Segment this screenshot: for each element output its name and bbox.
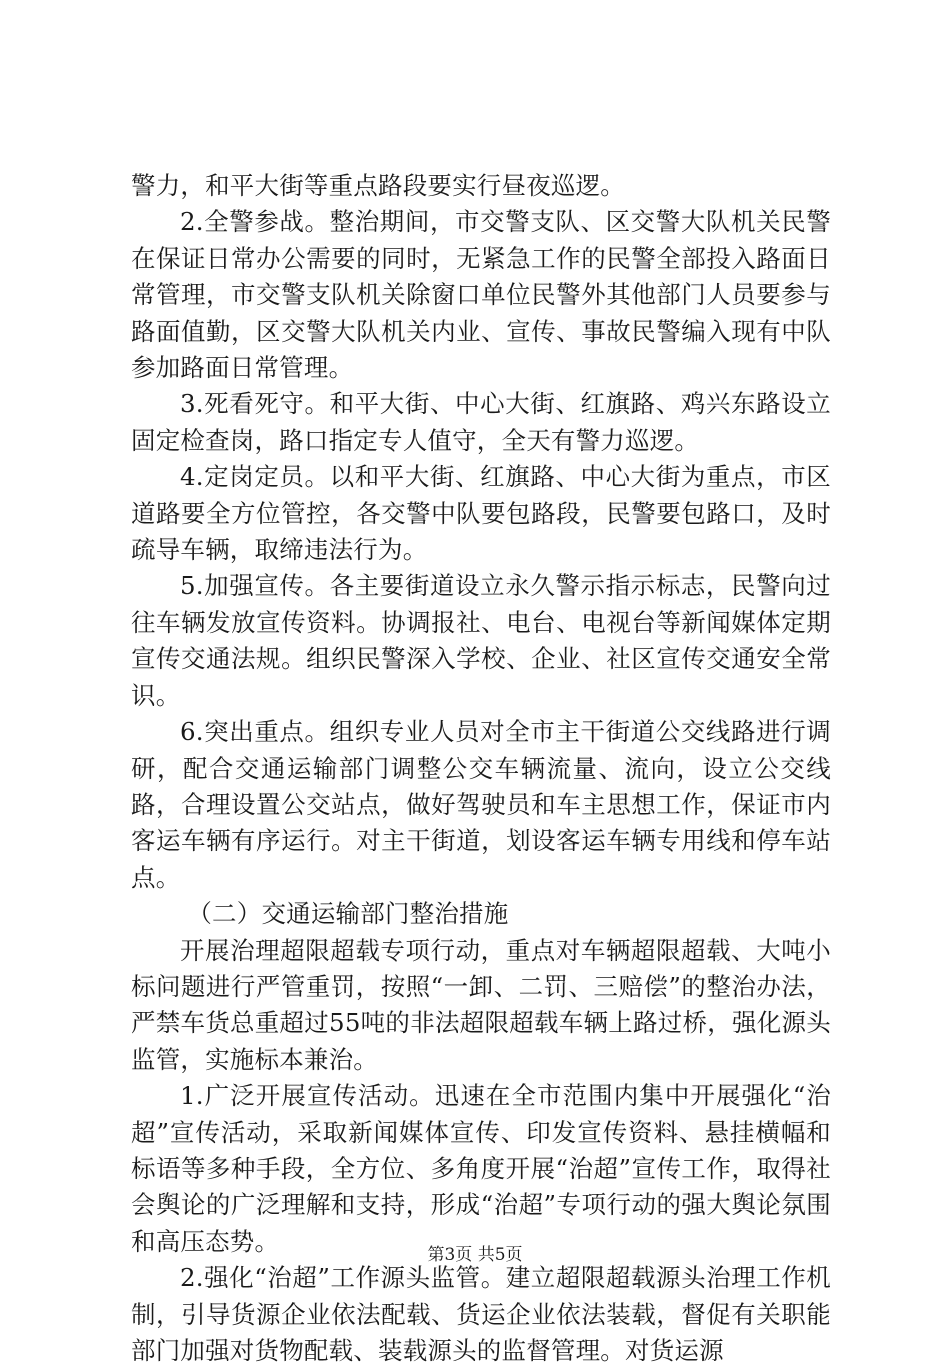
section-heading-transport: （二）交通运输部门整治措施 <box>187 899 509 929</box>
paragraph-full-deployment: 2.全警参战。整治期间，市交警支队、区交警大队机关民警在保证日常办公需要的同时，无紧急工作的民警全部投入路面日常管理，市交警支队机关除窗口单位民警外其他部门人员要参与路面值勤，区交警大队机关内业、宣传、事故民警编入现有中队参加路面日常管理。 <box>131 207 831 383</box>
paragraph-fixed-posts: 4.定岗定员。以和平大街、红旗路、中心大街为重点，市区道路要全方位管控，各交警中队要包路段，民警要包路口，及时疏导车辆，取缔违法行为。 <box>131 462 831 565</box>
paragraph-key-focus: 6.突出重点。组织专业人员对全市主干街道公交线路进行调研，配合交通运输部门调整公交车辆流量、流向，设立公交线路，合理设置公交站点，做好驾驶员和车主思想工作，保证市内客运车辆有序运行。对主干街道，划设客运车辆专用线和停车站点。 <box>131 717 831 892</box>
paragraph-fixed-guard: 3.死看死守。和平大街、中心大街、红旗路、鸡兴东路设立固定检查岗，路口指定专人值守，全天有警力巡逻。 <box>131 389 831 455</box>
paragraph-source-supervision: 2.强化“治超”工作源头监管。建立超限超载源头治理工作机制，引导货源企业依法配载、货运企业依法装载，督促有关职能部门加强对货物配载、装载源头的监督管理。对货运源 <box>131 1263 831 1365</box>
document-body <box>131 168 831 1369</box>
paragraph-overload-action: 开展治理超限超载专项行动，重点对车辆超限超载、大吨小标问题进行严管重罚，按照“一卸、二罚、三赔偿”的整治办法，严禁车货总重超过55吨的非法超限超载车辆上路过桥，强化源头监管，实施标本兼治。 <box>131 935 831 1074</box>
paragraph-continuation: 警力，和平大街等重点路段要实行昼夜巡逻。 <box>131 171 625 200</box>
paragraph-publicity-campaign: 1.广泛开展宣传活动。迅速在全市范围内集中开展强化“治超”宣传活动，采取新闻媒体宣传、印发宣传资料、悬挂横幅和标语等多种手段，全方位、多角度开展“治超”宣传工作，取得社会舆论的广泛理解和支持，形成“治超”专项行动的强大舆论氛围和高压态势。 <box>131 1081 831 1256</box>
paragraph-publicity: 5.加强宣传。各主要街道设立永久警示指示标志，民警向过往车辆发放宣传资料。协调报社、电台、电视台等新闻媒体定期宣传交通法规。组织民警深入学校、企业、社区宣传交通安全常识。 <box>131 571 831 710</box>
page-number-footer: 第3页 共5页 <box>427 1245 523 1265</box>
